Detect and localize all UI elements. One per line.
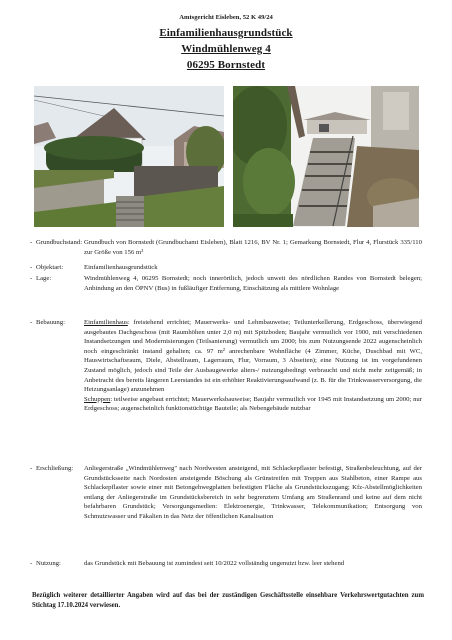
property-type-title: Einfamilienhausgrundstück	[159, 27, 293, 39]
bullet: -	[30, 264, 33, 271]
court-reference: Amtsgericht Eisleben, 52 K 49/24	[179, 14, 273, 21]
detail-value: Anliegerstraße „Windmühlenweg" nach Nordwesten ansteigend, mit Schlackepflaster befestigt, Straßenbeleuchtung, auf der Grundstücksseite nach Nordosten ansteigende Böschung als Grünstreifen mit Treppen aus Stahlbeton, einer Rampe aus Schlackepflaster sowie einer mit Betongehwegplatten befestigten Fläche als Grundstückszugang; Kfz-Abstellmöglichkeiten entlang der Anliegerstraße im Grundstücksbereich in sehr begrenztem Umfang am Straßenrand und keine auf dem nicht befahrbaren Grundstück; Versorgungsmedien: Elektroenergie, Trinkwasser, Telekommunikation; Entsorgung von Schmutzwasser und Fäkalien in das Netz der öffentlichen Kanalisation	[84, 465, 422, 520]
city-title: 06295 Bornstedt	[186, 59, 266, 71]
building-house-label: Einfamilienhaus	[84, 319, 128, 326]
street-title: Windmühlenweg 4	[181, 43, 271, 55]
bullet: -	[30, 275, 33, 282]
building-shed-paragraph	[84, 395, 422, 414]
steps-garden-photo-icon	[233, 86, 419, 227]
footer-note: Bezüglich weiterer detaillierter Angaben wird auf das bei der zuständigen Geschäftsstelle einsehbare Verkehrswertgutachten zum Stichtag 17.10.2024 verwiesen.	[32, 592, 424, 609]
detail-label: Erschließung:	[36, 465, 74, 472]
house-photo-icon	[34, 86, 224, 227]
detail-label: Lage:	[36, 275, 52, 282]
detail-label: Grundbuchstand:	[36, 239, 83, 246]
steps-garden-photo	[233, 86, 419, 227]
detail-value: Windmühlenweg 4, 06295 Bornstedt; noch innerörtlich, jedoch unweit des nördlichen Randes von Bornstedt belegen; Anbindung an den ÖPNV (Bus) in fußläufiger Entfernung, Einschätzung als mittlere Wohnlage	[84, 275, 422, 292]
building-shed-text: : teilweise angebaut errichtet; Mauerwerksbauweise; Baujahr vermutlich vor 1945 mit Instandsetzung um 2000; nur Erdgeschoss; augenscheinlich funktionstüchtige Bauteile; als Nebengebäude nutzbar	[84, 395, 422, 413]
bullet: -	[30, 560, 33, 567]
house-photo	[34, 86, 224, 227]
detail-label: Objektart:	[36, 264, 64, 271]
detail-label: Nutzung:	[36, 560, 61, 567]
detail-value	[84, 318, 422, 414]
bullet: -	[30, 319, 33, 326]
detail-value: Einfamilienhausgrundstück	[84, 264, 158, 271]
detail-label: Bebauung:	[36, 319, 65, 326]
building-house-paragraph	[84, 318, 422, 395]
detail-value: das Grundstück mit Bebauung ist zumindest seit 10/2022 vollständig ungenutzt bzw. leer stehend	[84, 560, 345, 567]
bullet: -	[30, 465, 33, 472]
building-shed-label: Schuppen	[84, 395, 111, 403]
building-house-text: : freistehend errichtet; Mauerwerks- und Lehmbauweise; Teilunterkellerung, Erdgeschoss, überwiegend ausgebautes Dachgeschoss (mit Raumhöhen unter 2,0 m) mit Spitzboden; Baujahr vermutlich vor 1900, mit verschiedenen Instandsetzungen und Modernisierungen (Teilsanierung) vermutlich um 2000; bis zum Nutzungsende 2022 augenscheinlich noch eingeschränkt instand gehalten; ca. 97 m² anrechenbare Wohnfläche (4 Zimmer, Küche, Duschbad mit WC, Hauswirtschaftsraum, Diele, Abstellraum, Lagerraum, Flur, Vorraum, 3 Abseiten); eine Nutzung ist im vorgefundenen Zustand möglich, jedoch sind Teile der Ausbaugewerke alters-/ nutzungsbedingt verbraucht und nicht mehr zeitgemäß; in Anbetracht des bereits längeren Leerstandes ist ein erhöhter Reaktivierungsaufwand (z. B. für die Trinkwasserversorgung, die Heizungsanlage) anzunehmen	[84, 319, 422, 394]
detail-value: Grundbuch von Bornstedt (Grundbuchamt Eisleben), Blatt 1216, BV Nr. 1; Gemarkung Bornstedt, Flur 4, Flurstück 335/110 zur Größe von 156 m²	[84, 239, 422, 256]
bullet: -	[30, 239, 33, 246]
